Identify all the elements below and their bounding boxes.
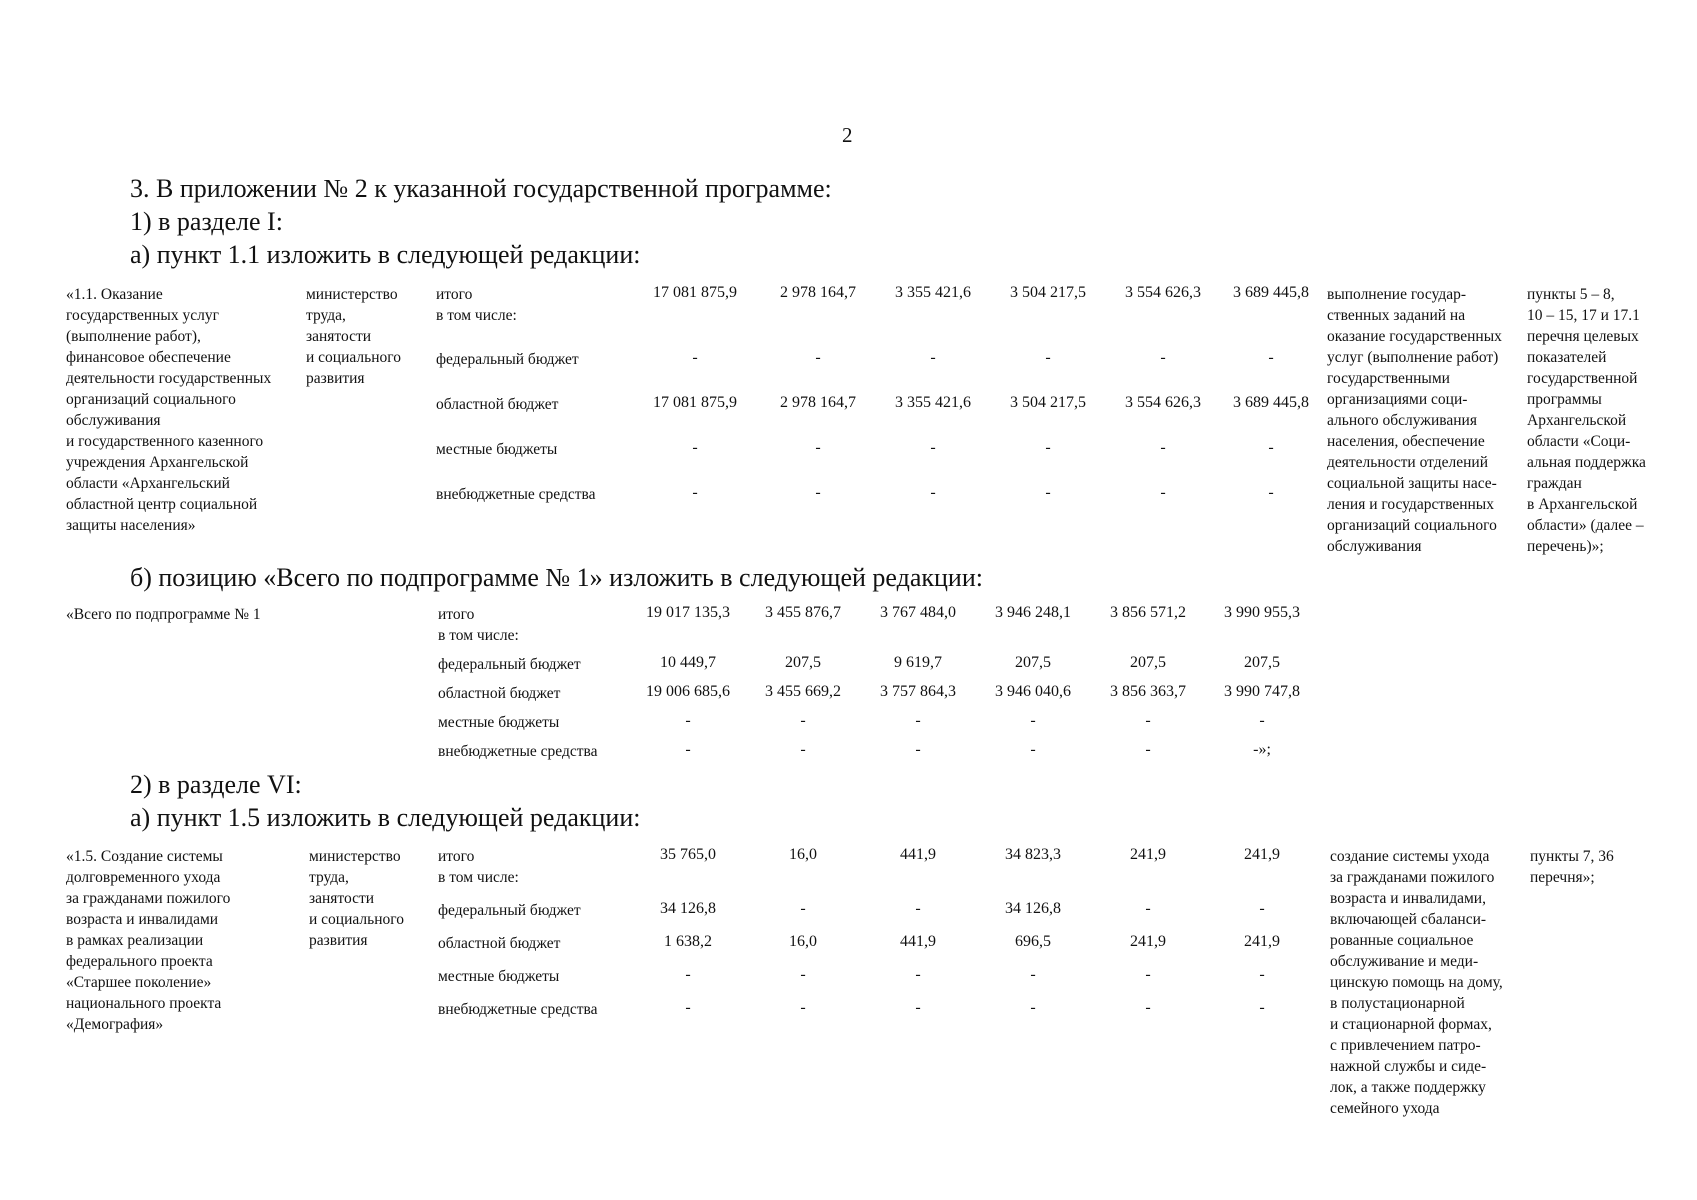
table-cell: - — [1259, 966, 1265, 983]
row-label: местные бюджеты — [438, 714, 560, 731]
expected-result: создание системы ухода за гражданами пожилого возраста и инвалидами, включающей сбаланси- рованные социальное обслуживание и меди- цинскую помощь на дому, в полустационарной и стационарной формах, с привлечением патро- нажной службы и сиде- лок, а также поддержку семейного ухода — [1330, 848, 1503, 1117]
table-cell: 3 757 864,3 — [880, 683, 956, 700]
table-cell: 441,9 — [900, 933, 936, 950]
table-cell: 207,5 — [1015, 654, 1051, 671]
row-label: местные бюджеты — [436, 441, 558, 458]
table-cell: - — [1045, 439, 1051, 456]
executor: министерство труда, занятости и социального развития — [309, 848, 404, 949]
table-cell: 34 126,8 — [660, 900, 716, 917]
table-cell: 3 990 747,8 — [1224, 683, 1300, 700]
table-cell: - — [1160, 349, 1166, 366]
table-cell: 10 449,7 — [660, 654, 716, 671]
table-cell: 35 765,0 — [660, 846, 716, 863]
table-cell: - — [800, 966, 806, 983]
table-cell: - — [1259, 900, 1265, 917]
table-cell: 3 946 040,6 — [995, 683, 1071, 700]
item-name: «1.1. Оказание государственных услуг (выполнение работ), финансовое обеспечение деятельности государственных организаций социального обслуживания и государственного казенного учреждения Архангельской области «Архангельский областной центр социальной защиты населения» — [66, 286, 272, 534]
table-cell: - — [1030, 712, 1036, 729]
table-cell: 19 006 685,6 — [646, 683, 730, 700]
item-name: «1.5. Создание системы долговременного ухода за гражданами пожилого возраста и инвалидами в рамках реализации федерального проекта «Старшее поколение» национального проекта «Демография» — [66, 848, 231, 1033]
table-cell: 3 554 626,3 — [1125, 284, 1201, 301]
table-cell: 16,0 — [789, 933, 817, 950]
table-cell: - — [1268, 439, 1274, 456]
table-cell: - — [1145, 999, 1151, 1016]
table-cell: - — [915, 999, 921, 1016]
table-cell: 2 978 164,7 — [780, 284, 856, 301]
table-cell: - — [815, 439, 821, 456]
table-cell: 16,0 — [789, 846, 817, 863]
table-cell: - — [1160, 439, 1166, 456]
table-cell: 17 081 875,9 — [653, 394, 737, 411]
table-cell: - — [1145, 900, 1151, 917]
table-cell: - — [915, 900, 921, 917]
table-cell: 241,9 — [1130, 846, 1166, 863]
table-cell: 3 554 626,3 — [1125, 394, 1201, 411]
table-cell: - — [1259, 712, 1265, 729]
row-label: федеральный бюджет — [438, 902, 581, 919]
table-cell: - — [685, 999, 691, 1016]
table-cell: - — [692, 439, 698, 456]
heading-item-1-5: а) пункт 1.5 изложить в следующей редакции: — [130, 803, 641, 832]
table-cell: - — [685, 966, 691, 983]
table-cell: 17 081 875,9 — [653, 284, 737, 301]
table-cell: - — [1145, 966, 1151, 983]
table-cell: 3 990 955,3 — [1224, 604, 1300, 621]
table-cell: 3 504 217,5 — [1010, 394, 1086, 411]
table-cell: 3 504 217,5 — [1010, 284, 1086, 301]
table-cell: - — [1045, 349, 1051, 366]
table-cell: - — [1145, 741, 1151, 758]
table-cell: - — [915, 712, 921, 729]
row-label: внебюджетные средства — [438, 1001, 598, 1018]
table-cell: 3 455 876,7 — [765, 604, 841, 621]
table-cell: 207,5 — [785, 654, 821, 671]
row-label: итого в том числе: — [436, 286, 517, 324]
table-cell: 19 017 135,3 — [646, 604, 730, 621]
table-cell: - — [1268, 484, 1274, 501]
heading-item-1-1: а) пункт 1.1 изложить в следующей редакции: — [130, 240, 641, 269]
table-cell: - — [930, 349, 936, 366]
table-cell: 3 355 421,6 — [895, 394, 971, 411]
table-cell: - — [1259, 999, 1265, 1016]
table-cell: 3 856 571,2 — [1110, 604, 1186, 621]
table-cell: 3 689 445,8 — [1233, 394, 1309, 411]
table-cell: - — [1030, 966, 1036, 983]
table-cell: 3 767 484,0 — [880, 604, 956, 621]
heading-section-1: 1) в разделе I: — [130, 207, 283, 236]
row-label: внебюджетные средства — [436, 486, 596, 503]
executor: министерство труда, занятости и социального развития — [306, 286, 401, 387]
row-label: внебюджетные средства — [438, 743, 598, 760]
table-cell: - — [1045, 484, 1051, 501]
row-label: итого в том числе: — [438, 848, 519, 886]
row-label: итого в том числе: — [438, 606, 519, 644]
heading-appendix: 3. В приложении № 2 к указанной государственной программе: — [130, 174, 832, 203]
table-cell: 441,9 — [900, 846, 936, 863]
table-cell: 3 689 445,8 — [1233, 284, 1309, 301]
table-cell: - — [815, 349, 821, 366]
table-cell: - — [1268, 349, 1274, 366]
expected-result: выполнение государ- ственных заданий на оказание государственных услуг (выполнение работ) государственными организациями соци- ального обслуживания населения, обеспечение деятельности отделений социальной защиты насе- ления и государственных организаций социального обслуживания — [1327, 286, 1502, 555]
row-label: местные бюджеты — [438, 968, 560, 985]
table-cell: 2 978 164,7 — [780, 394, 856, 411]
table-cell: 207,5 — [1244, 654, 1280, 671]
row-label: областной бюджет — [438, 685, 561, 702]
table-cell: 241,9 — [1244, 933, 1280, 950]
table-cell: 241,9 — [1130, 933, 1166, 950]
row-label: областной бюджет — [438, 935, 561, 952]
table-cell: 3 355 421,6 — [895, 284, 971, 301]
table-cell: 34 126,8 — [1005, 900, 1061, 917]
table-cell: - — [800, 712, 806, 729]
row-label: федеральный бюджет — [438, 656, 581, 673]
row-label: областной бюджет — [436, 396, 559, 413]
table-cell: 34 823,3 — [1005, 846, 1061, 863]
table-cell: - — [930, 484, 936, 501]
table-cell: - — [685, 741, 691, 758]
table-cell: - — [1030, 999, 1036, 1016]
table-cell: - — [915, 966, 921, 983]
table-cell: 3 856 363,7 — [1110, 683, 1186, 700]
table-cell: 9 619,7 — [894, 654, 942, 671]
table-cell: 241,9 — [1244, 846, 1280, 863]
table-cell: - — [800, 900, 806, 917]
table-cell: - — [915, 741, 921, 758]
table-cell: 3 455 669,2 — [765, 683, 841, 700]
table-cell: - — [685, 712, 691, 729]
table-cell: - — [800, 999, 806, 1016]
table-cell: - — [1030, 741, 1036, 758]
table-cell: - — [930, 439, 936, 456]
target-indicators: пункты 7, 36 перечня»; — [1530, 848, 1614, 886]
item-name: «Всего по подпрограмме № 1 — [66, 606, 261, 623]
table-cell: - — [800, 741, 806, 758]
table-cell: 207,5 — [1130, 654, 1166, 671]
table-cell: - — [692, 349, 698, 366]
table-cell: 1 638,2 — [664, 933, 712, 950]
table-cell: - — [692, 484, 698, 501]
heading-total-subprogram: б) позицию «Всего по подпрограмме № 1» изложить в следующей редакции: — [130, 563, 983, 592]
heading-section-6: 2) в разделе VI: — [130, 770, 302, 799]
table-cell: 696,5 — [1015, 933, 1051, 950]
table-cell: -»; — [1253, 741, 1271, 758]
table-cell: - — [1160, 484, 1166, 501]
table-cell: 3 946 248,1 — [995, 604, 1071, 621]
page-number: 2 — [842, 123, 853, 147]
row-label: федеральный бюджет — [436, 351, 579, 368]
target-indicators: пункты 5 – 8, 10 – 15, 17 и 17.1 перечня целевых показателей государственной программы Архангельской области «Соци- альная поддержка граждан в Архангельской области» (далее – перечень)»; — [1527, 286, 1646, 555]
table-cell: - — [1145, 712, 1151, 729]
table-cell: - — [815, 484, 821, 501]
